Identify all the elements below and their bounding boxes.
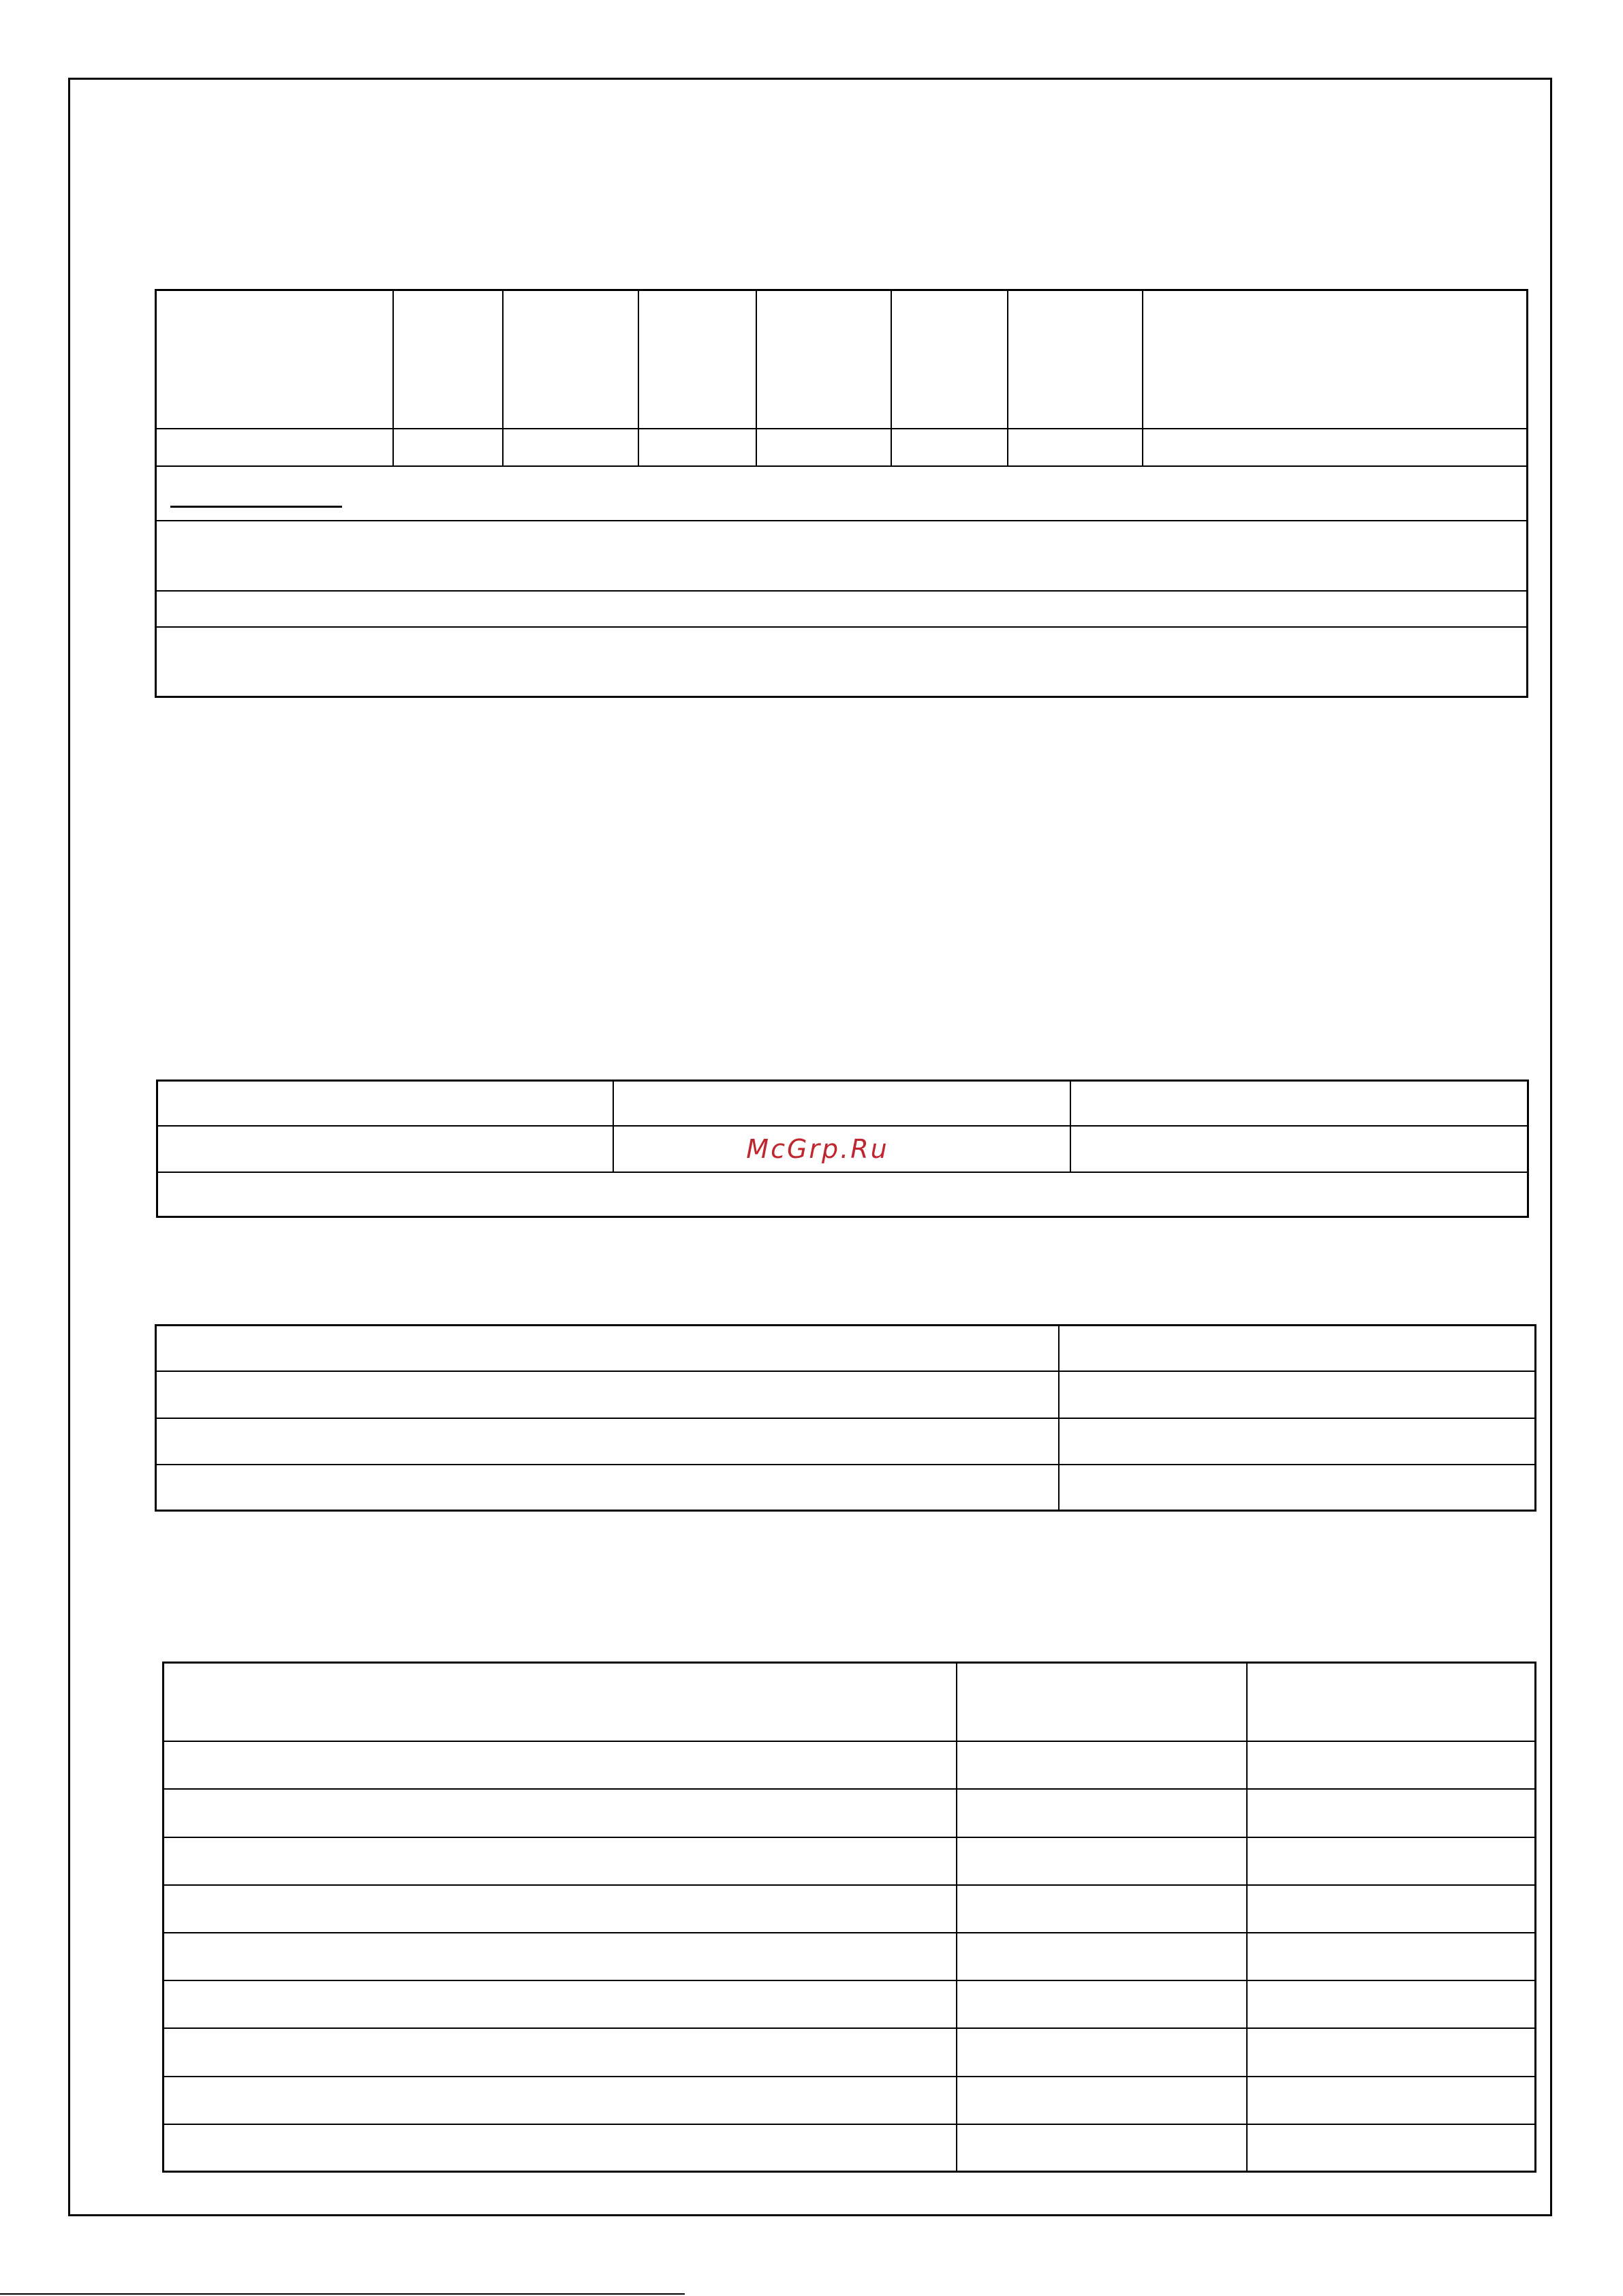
table-2-row-divider: [156, 1125, 1529, 1127]
table-4-row-divider: [162, 1741, 1536, 1742]
table-1-row-divider: [155, 626, 1528, 628]
table-2-row-divider: [156, 1172, 1529, 1173]
table-1-col-divider: [502, 289, 504, 466]
table-1-col-divider: [756, 289, 757, 466]
table-1-col-divider: [638, 289, 639, 466]
table-4-row-divider: [162, 2124, 1536, 2125]
table-4-row-divider: [162, 1788, 1536, 1790]
table-4-row-divider: [162, 1932, 1536, 1933]
table-1-col-divider: [392, 289, 394, 466]
table-1-col-divider: [1007, 289, 1008, 466]
table-4-row-divider: [162, 1837, 1536, 1838]
watermark-text: McGrp.Ru: [746, 1134, 889, 1164]
table-1-outline: [155, 289, 1528, 698]
footnote-rule: [0, 2293, 685, 2295]
underline-mark: [170, 506, 342, 508]
table-3-row-divider: [155, 1464, 1536, 1465]
table-1-row-divider: [155, 428, 1528, 429]
table-1-col-divider: [1142, 289, 1143, 466]
table-3-row-divider: [155, 1418, 1536, 1419]
table-4-row-divider: [162, 1980, 1536, 1981]
table-1-row-divider: [155, 520, 1528, 521]
table-3-row-divider: [155, 1371, 1536, 1372]
table-4-row-divider: [162, 1884, 1536, 1886]
table-4-col-divider: [1246, 1662, 1248, 2173]
table-1-row-divider: [155, 590, 1528, 592]
table-1-col-divider: [891, 289, 892, 466]
table-4-row-divider: [162, 2076, 1536, 2077]
table-4-row-divider: [162, 2027, 1536, 2029]
table-4-outline: [162, 1662, 1536, 2173]
table-4-col-divider: [956, 1662, 957, 2173]
table-1-row-divider: [155, 465, 1528, 467]
